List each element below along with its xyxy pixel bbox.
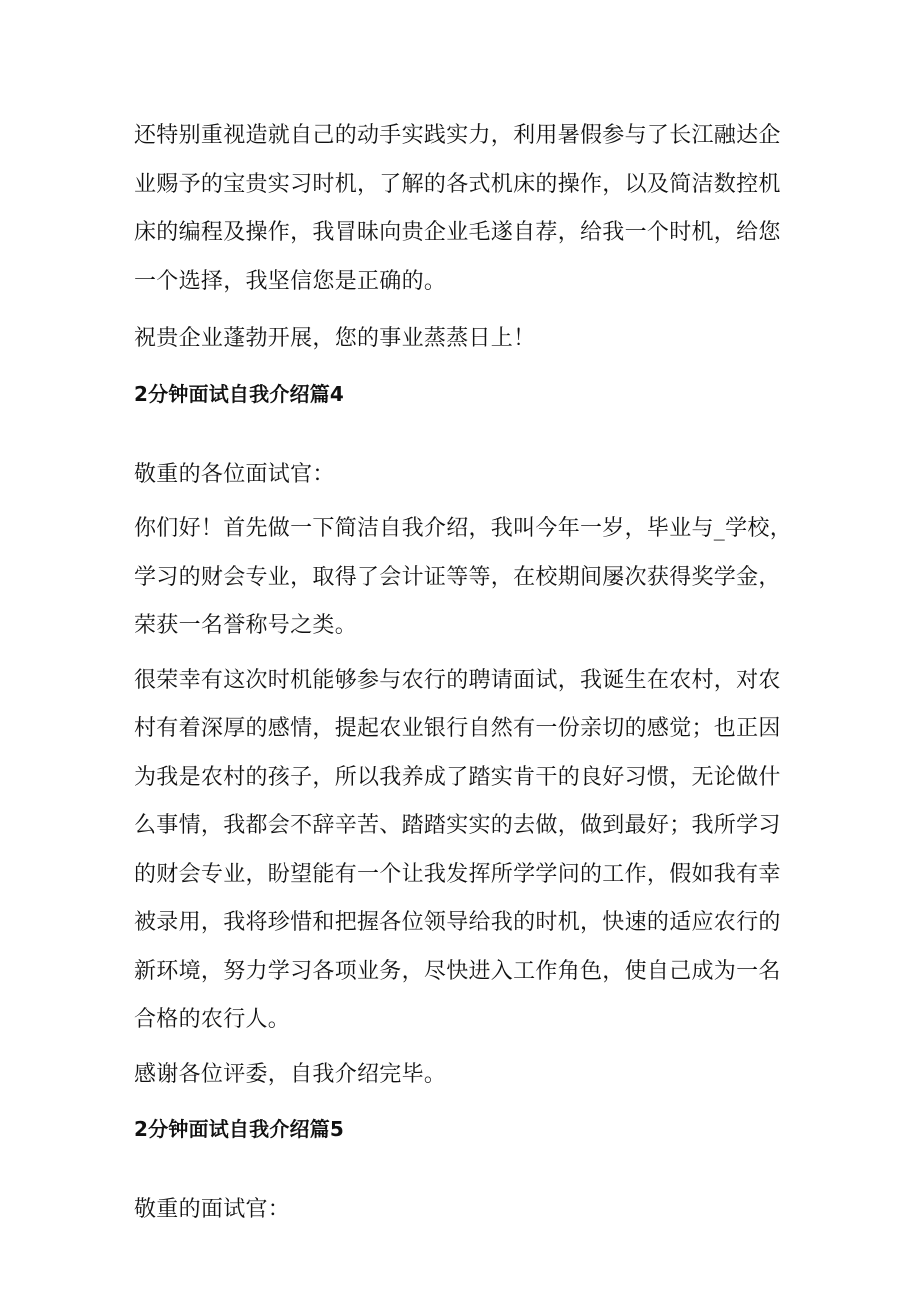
document-page [134,112,794,1235]
paragraph-bank: 很荣幸有这次时机能够参与农行的聘请面试，我诞生在农村，对农村有着深厚的感情，提起农业银行自然有一份亲切的感觉；也正因为我是农村的孩子，所以我养成了踏实肯干的良好习惯，无论做什么事情，我都会不辞辛苦、踏踏实实的去做，做到最好；我所学习的财会专业，盼望能有一个让我发挥所学学问的工作，假如我有幸被录用，我将珍惜和把握各位领导给我的时机，快速的适应农行的新环境，努力学习各项业务，尽快进入工作角色，使自己成为一名合格的农行人。 [134,667,781,1032]
paragraph-salutation: 敬重的各位面试官： [134,461,335,487]
paragraph-thanks: 感谢各位评委，自我介绍完毕。 [134,1061,447,1087]
paragraph-intro: 你们好！首先做一下简洁自我介绍，我叫今年一岁，毕业与_学校，学习的财会专业，取得了会计证等等，在校期间屡次获得奖学金，荣获一名誉称号之类。 [134,516,793,638]
section-heading-4: 2分钟面试自我介绍篇4 [134,381,345,406]
paragraph-salutation-2: 敬重的面试官： [134,1197,291,1222]
section-heading-5: 2分钟面试自我介绍篇5 [134,1117,345,1141]
paragraph-wishes: 祝贵企业蓬勃开展，您的事业蒸蒸日上！ [134,326,536,351]
paragraph-practice: 还特别重视造就自己的动手实践实力，利用暑假参与了长江融达企业赐予的宝贵实习时机，了解的各式机床的操作，以及简洁数控机床的编程及操作，我冒昧向贵企业毛遂自荐，给我一个时机，给您一个选择，我坚信您是正确的。 [134,123,781,294]
